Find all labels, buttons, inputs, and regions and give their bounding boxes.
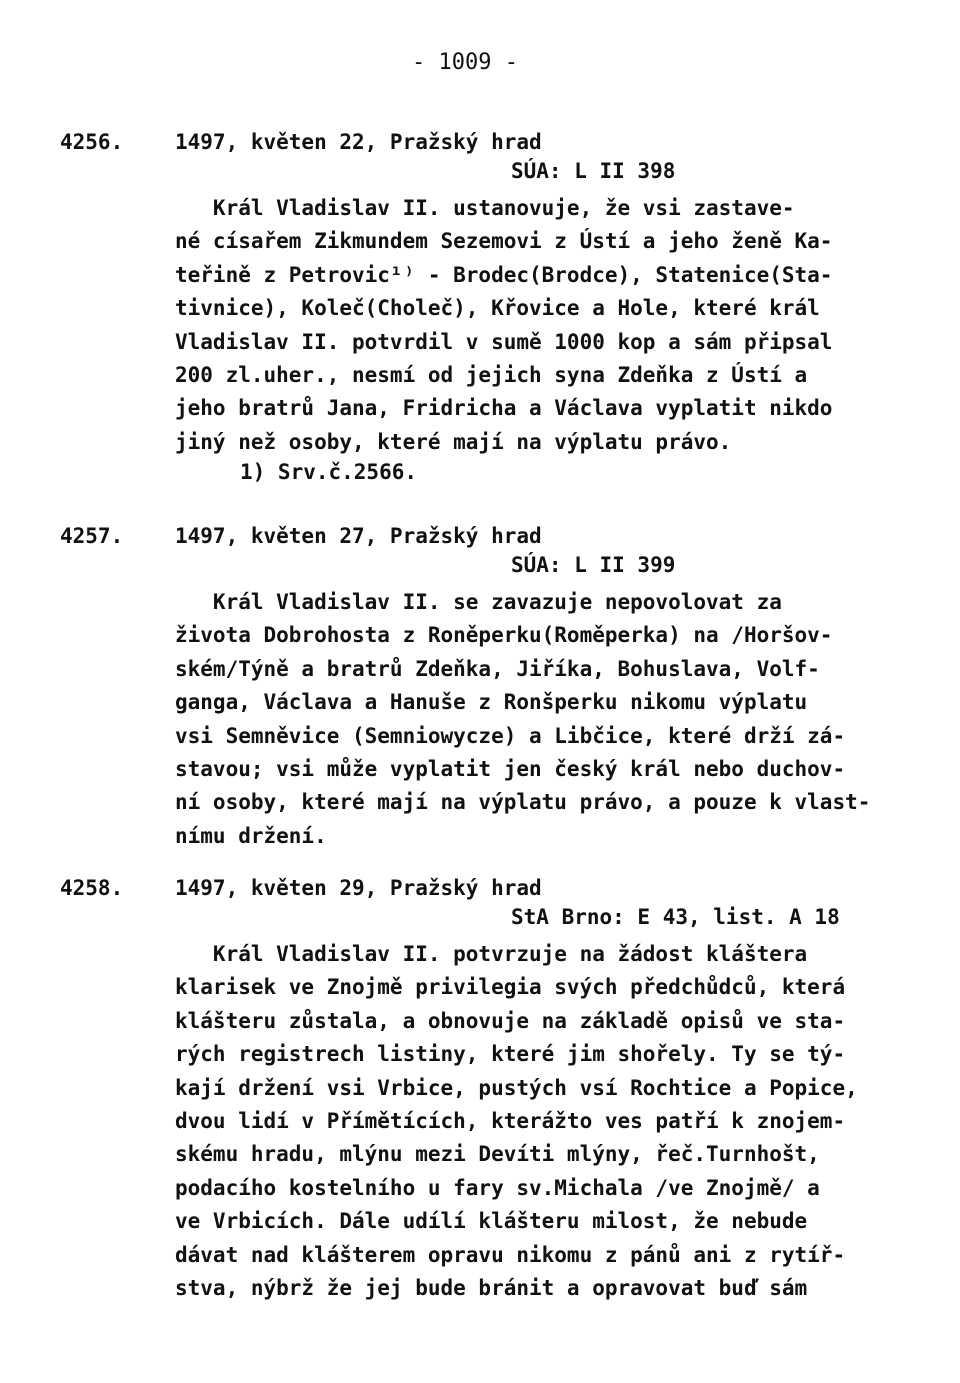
page-number: - 1009 - bbox=[412, 50, 518, 75]
entry-text bbox=[175, 938, 895, 1305]
text-line: ském/Týně a bratrů Zdeňka, Jiříka, Bohuslava, Volf- bbox=[175, 656, 820, 681]
entry-number: 4257. bbox=[60, 524, 124, 548]
entry-date-place: 1497, květen 27, Pražský hrad bbox=[175, 524, 542, 548]
text-line: Král Vladislav II. ustanovuje, že vsi zastave- bbox=[175, 196, 795, 220]
entry-number: 4256. bbox=[60, 130, 124, 154]
text-line: né císařem Zikmundem Sezemovi z Ústí a jeho ženě Ka- bbox=[175, 229, 833, 254]
text-line: vsi Semněvice (Semniowycze) a Libčice, které drží zá- bbox=[175, 723, 846, 748]
text-line: Král Vladislav II. potvrzuje na žádost kláštera bbox=[175, 942, 808, 966]
text-line: teřině z Petrovic¹⁾ - Brodec(Brodce), Statenice(Sta- bbox=[175, 262, 833, 287]
text-line: klášteru zůstala, a obnovuje na základě opisů ve sta- bbox=[175, 1008, 846, 1033]
text-line: dvou lidí v Přímětících, kterážto ves patří k znojem- bbox=[175, 1109, 846, 1134]
entry-archive-source: SÚA: L II 399 bbox=[511, 553, 676, 577]
text-line: ní osoby, které mají na výplatu právo, a pouze k vlast- bbox=[175, 790, 871, 815]
text-line: života Dobrohosta z Roněperku(Roměperka) na /Horšov- bbox=[175, 623, 833, 648]
text-line: dávat nad klášterem opravu nikomu z pánů ani z rytíř- bbox=[175, 1242, 846, 1267]
text-line: Král Vladislav II. se zavazuje nepovolovat za bbox=[175, 590, 782, 614]
entry-archive-source: StA Brno: E 43, list. A 18 bbox=[511, 905, 840, 929]
text-line: podacího kostelního u fary sv.Michala /ve Znojmě/ a bbox=[175, 1175, 820, 1200]
text-line: rých registrech listiny, které jim shořely. Ty se tý- bbox=[175, 1042, 846, 1067]
text-line: stavou; vsi může vyplatit jen český král nebo duchov- bbox=[175, 757, 846, 782]
entry-date-place: 1497, květen 29, Pražský hrad bbox=[175, 876, 542, 900]
entry-text bbox=[175, 586, 895, 853]
text-line: ve Vrbicích. Dále udílí klášteru milost, že nebude bbox=[175, 1209, 808, 1234]
entry-number: 4258. bbox=[60, 876, 124, 900]
text-line: tivnice), Koleč(Choleč), Křovice a Hole, které král bbox=[175, 296, 820, 321]
text-line: kají držení vsi Vrbice, pustých vsí Rochtice a Popice, bbox=[175, 1075, 858, 1100]
text-line: jiný než osoby, které mají na výplatu právo. bbox=[175, 429, 732, 454]
text-line: klarisek ve Znojmě privilegia svých předchůdců, která bbox=[175, 975, 846, 1000]
entry-text bbox=[175, 192, 895, 459]
entry-date-place: 1497, květen 22, Pražský hrad bbox=[175, 130, 542, 154]
text-line: nímu držení. bbox=[175, 823, 327, 848]
footnote: 1) Srv.č.2566. bbox=[240, 460, 418, 484]
text-line: ganga, Václava a Hanuše z Ronšperku nikomu výplatu bbox=[175, 690, 808, 715]
text-line: skému hradu, mlýnu mezi Devíti mlýny, řeč.Turnhošt, bbox=[175, 1142, 820, 1167]
text-line: jeho bratrů Jana, Fridricha a Václava vyplatit nikdo bbox=[175, 396, 833, 421]
entry-archive-source: SÚA: L II 398 bbox=[511, 159, 676, 183]
text-line: stva, nýbrž že jej bude bránit a opravovat buď sám bbox=[175, 1276, 808, 1301]
text-line: Vladislav II. potvrdil v sumě 1000 kop a sám připsal bbox=[175, 329, 833, 354]
text-line: 200 zl.uher., nesmí od jejich syna Zdeňka z Ústí a bbox=[175, 363, 808, 388]
